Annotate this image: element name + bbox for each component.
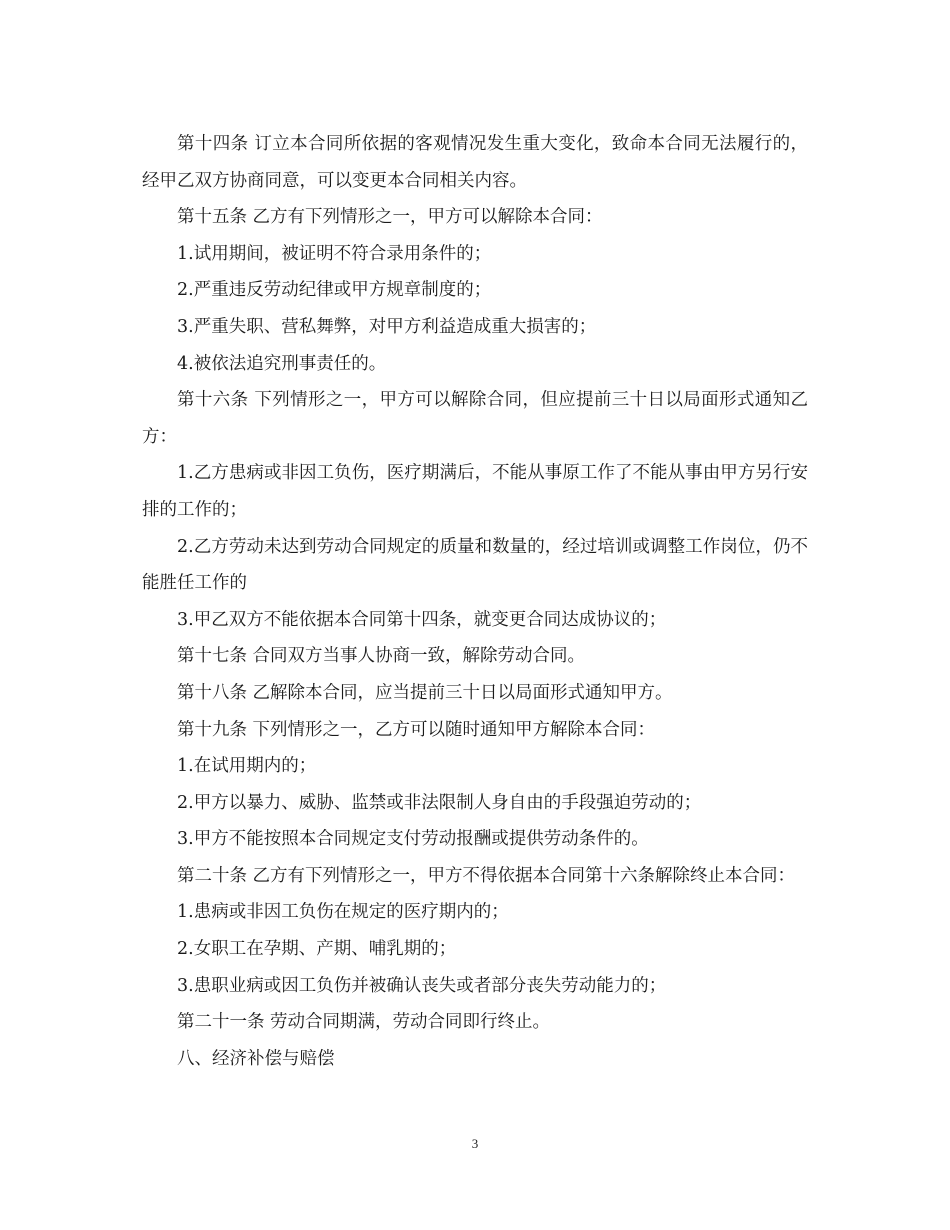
- list-item: 3.甲乙双方不能依据本合同第十四条，就变更合同达成协议的；: [177, 609, 667, 630]
- paragraph-article-16: 第十六条 下列情形之一，甲方可以解除合同，但应提前三十日以局面形式通知乙方：: [142, 390, 808, 447]
- paragraph-article-19: 第十九条 下列情形之一，乙方可以随时通知甲方解除本合同：: [177, 719, 656, 740]
- document-body: [142, 126, 808, 1077]
- list-item: 3.严重失职、营私舞弊，对甲方利益造成重大损害的；: [177, 316, 597, 337]
- paragraph-article-18: 第十八条 乙解除本合同，应当提前三十日以局面形式通知甲方。: [177, 682, 673, 703]
- paragraph-article-21: 第二十一条 劳动合同期满，劳动合同即行终止。: [177, 1012, 551, 1033]
- list-item: 1.乙方患病或非因工负伤，医疗期满后，不能从事原工作了不能从事由甲方另行安排的工作的；: [142, 463, 808, 520]
- paragraph-article-14: 第十四条 订立本合同所依据的客观情况发生重大变化，致命本合同无法履行的，经甲乙双方协商同意，可以变更本合同相关内容。: [142, 134, 808, 191]
- section-heading: 八、经济补偿与赔偿: [177, 1048, 335, 1069]
- page-number: 3: [471, 1136, 479, 1151]
- paragraph-article-15: 第十五条 乙方有下列情形之一，甲方可以解除本合同：: [177, 207, 603, 228]
- list-item: 3.甲方不能按照本合同规定支付劳动报酬或提供劳动条件的。: [177, 829, 649, 850]
- list-item: 1.在试用期内的；: [177, 756, 317, 777]
- list-item: 2.严重违反劳动纪律或甲方规章制度的；: [177, 280, 492, 301]
- list-item: 3.患职业病或因工负伤并被确认丧失或者部分丧失劳动能力的；: [177, 975, 667, 996]
- list-item: 1.试用期间，被证明不符合录用条件的；: [177, 243, 492, 264]
- list-item: 1.患病或非因工负伤在规定的医疗期内的；: [177, 902, 509, 923]
- list-item: 2.女职工在孕期、产期、哺乳期的；: [177, 939, 457, 960]
- paragraph-article-17: 第十七条 合同双方当事人协商一致，解除劳动合同。: [177, 646, 586, 667]
- list-item: 4.被依法追究刑事责任的。: [177, 353, 387, 374]
- paragraph-article-20: 第二十条 乙方有下列情形之一，甲方不得依据本合同第十六条解除终止本合同：: [177, 865, 796, 886]
- list-item: 2.甲方以暴力、威胁、监禁或非法限制人身自由的手段强迫劳动的；: [177, 792, 702, 813]
- list-item: 2.乙方劳动未达到劳动合同规定的质量和数量的，经过培训或调整工作岗位，仍不能胜任工作的: [142, 536, 808, 594]
